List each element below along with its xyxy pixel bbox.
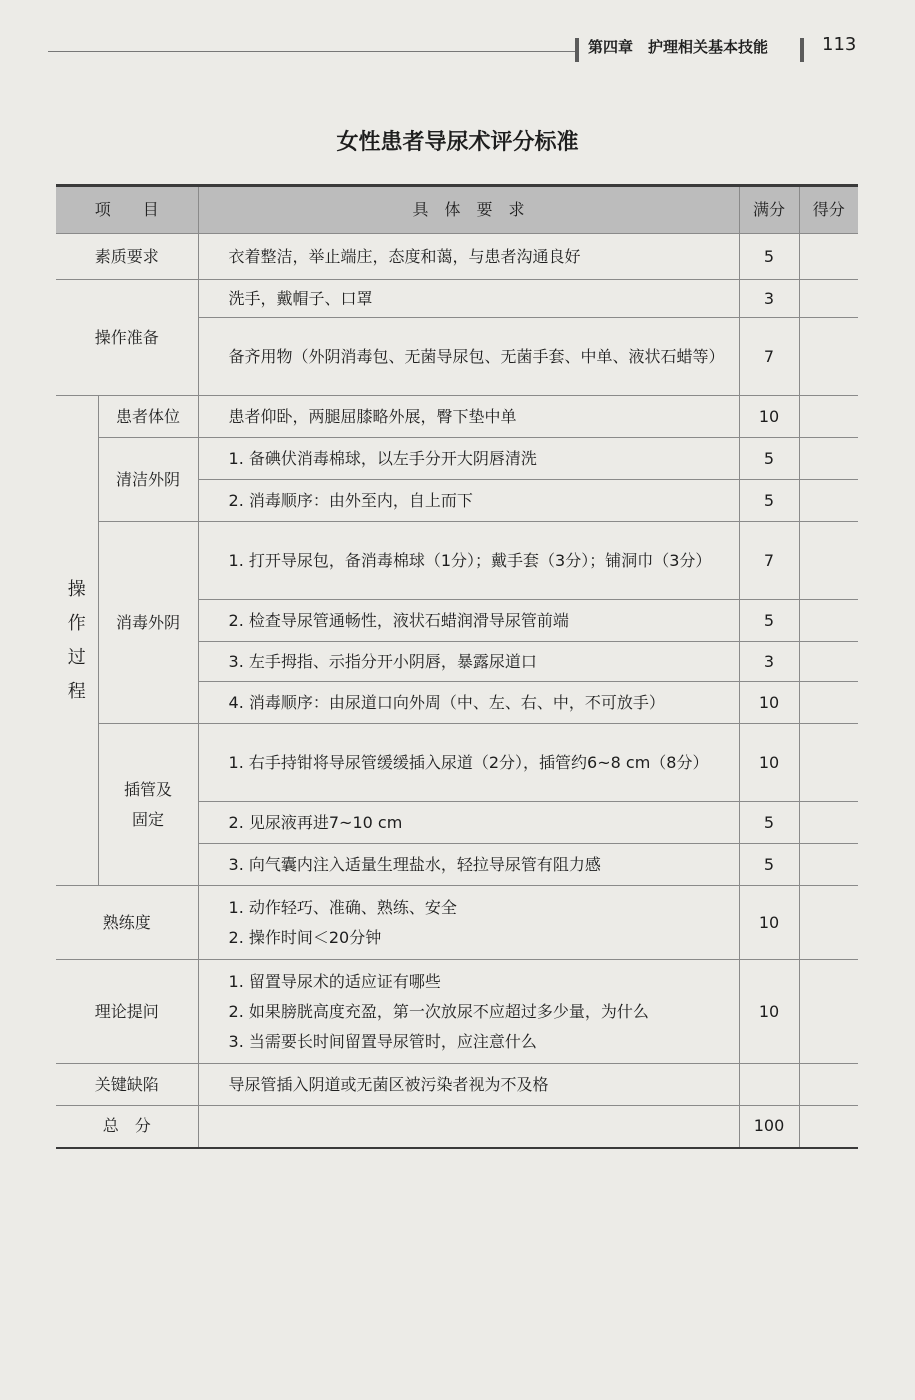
requirement-cell: 1. 打开导尿包，备消毒棉球（1分）；戴手套（3分）；铺洞巾（3分） — [198, 522, 739, 600]
subitem-cell: 消毒外阴 — [98, 522, 198, 724]
requirement-cell: 导尿管插入阴道或无菌区被污染者视为不及格 — [198, 1064, 739, 1106]
requirement-cell: 2. 消毒顺序：由外至内，自上而下 — [198, 480, 739, 522]
requirement-cell — [198, 886, 739, 960]
score-cell[interactable] — [799, 844, 858, 886]
requirement-cell: 2. 检查导尿管通畅性，液状石蜡润滑导尿管前端 — [198, 600, 739, 642]
chapter-header: 第四章 护理相关基本技能 — [588, 38, 769, 56]
full-score-cell: 10 — [739, 682, 799, 724]
requirement-cell: 衣着整洁，举止端庄，态度和蔼，与患者沟通良好 — [198, 234, 739, 280]
score-cell[interactable] — [799, 396, 858, 438]
score-cell[interactable] — [799, 960, 858, 1064]
requirement-line: 3. 当需要长时间留置导尿管时，应注意什么 — [228, 1031, 537, 1051]
table-row — [56, 886, 858, 960]
requirement-cell: 备齐用物（外阴消毒包、无菌导尿包、无菌手套、中单、液状石蜡等） — [198, 318, 739, 396]
subitem-cell: 患者体位 — [98, 396, 198, 438]
page-number: 113 — [822, 34, 857, 55]
subitem-cell-insertion — [98, 724, 198, 886]
requirement-cell: 洗手，戴帽子、口罩 — [198, 280, 739, 318]
vertical-char: 作 — [67, 612, 86, 634]
vertical-char: 过 — [67, 646, 86, 668]
score-cell[interactable] — [799, 1106, 858, 1148]
item-cell: 素质要求 — [56, 234, 198, 280]
full-score-cell — [739, 1064, 799, 1106]
subitem-cell: 清洁外阴 — [98, 438, 198, 522]
score-cell[interactable] — [799, 480, 858, 522]
requirement-cell: 1. 备碘伏消毒棉球，以左手分开大阴唇清洗 — [198, 438, 739, 480]
full-score-cell: 7 — [739, 522, 799, 600]
header-requirement: 具 体 要 求 — [198, 186, 739, 234]
score-cell[interactable] — [799, 438, 858, 480]
table-row — [56, 396, 858, 438]
table-row — [56, 280, 858, 318]
header-divider-bar — [800, 38, 804, 62]
full-score-cell: 5 — [739, 438, 799, 480]
score-cell[interactable] — [799, 682, 858, 724]
item-label-vertical — [68, 579, 86, 702]
requirement-cell: 4. 消毒顺序：由尿道口向外周（中、左、右、中，不可放手） — [198, 682, 739, 724]
full-score-cell: 3 — [739, 280, 799, 318]
table-row-total — [56, 1106, 858, 1148]
table-row — [56, 1064, 858, 1106]
item-cell: 熟练度 — [56, 886, 198, 960]
full-score-cell: 10 — [739, 960, 799, 1064]
header-score: 得分 — [799, 186, 858, 234]
subitem-label-line1: 插管及 — [124, 779, 173, 799]
requirement-line: 1. 动作轻巧、准确、熟练、安全 — [228, 897, 457, 917]
requirement-line: 2. 如果膀胱高度充盈，第一次放尿不应超过多少量，为什么 — [228, 1001, 649, 1021]
item-cell-operation-process — [56, 396, 98, 886]
item-cell: 关键缺陷 — [56, 1064, 198, 1106]
score-cell[interactable] — [799, 522, 858, 600]
document-title: 女性患者导尿术评分标准 — [336, 130, 579, 155]
item-cell: 总 分 — [56, 1106, 198, 1148]
full-score-cell: 5 — [739, 802, 799, 844]
full-score-cell: 5 — [739, 480, 799, 522]
requirement-line: 2. 操作时间＜20分钟 — [228, 927, 382, 947]
item-cell: 操作准备 — [56, 280, 198, 396]
table-row — [56, 522, 858, 600]
table-row — [56, 724, 858, 802]
vertical-char: 程 — [67, 680, 86, 702]
score-cell[interactable] — [799, 886, 858, 960]
score-cell[interactable] — [799, 724, 858, 802]
score-cell[interactable] — [799, 318, 858, 396]
requirement-cell: 1. 右手持钳将导尿管缓缓插入尿道（2分），插管约6~8 cm（8分） — [198, 724, 739, 802]
table-row — [56, 960, 858, 1064]
score-cell[interactable] — [799, 600, 858, 642]
subitem-label-line2: 固定 — [132, 809, 165, 829]
scoring-table — [56, 184, 858, 1149]
score-cell[interactable] — [799, 280, 858, 318]
requirement-cell: 3. 向气囊内注入适量生理盐水，轻拉导尿管有阻力感 — [198, 844, 739, 886]
full-score-cell: 5 — [739, 600, 799, 642]
vertical-char: 操 — [67, 578, 86, 600]
full-score-cell: 3 — [739, 642, 799, 682]
table-row — [56, 438, 858, 480]
header-full-score: 满分 — [739, 186, 799, 234]
header-item: 项 目 — [56, 186, 198, 234]
full-score-cell: 5 — [739, 844, 799, 886]
full-score-cell: 10 — [739, 396, 799, 438]
item-cell: 理论提问 — [56, 960, 198, 1064]
full-score-cell: 10 — [739, 724, 799, 802]
requirement-cell — [198, 1106, 739, 1148]
full-score-cell: 100 — [739, 1106, 799, 1148]
full-score-cell: 7 — [739, 318, 799, 396]
header-divider-bar — [575, 38, 579, 62]
score-cell[interactable] — [799, 1064, 858, 1106]
table-row — [56, 234, 858, 280]
requirement-line: 1. 留置导尿术的适应证有哪些 — [228, 971, 441, 991]
table-header-row — [56, 186, 858, 234]
requirement-cell: 3. 左手拇指、示指分开小阴唇，暴露尿道口 — [198, 642, 739, 682]
full-score-cell: 5 — [739, 234, 799, 280]
score-cell[interactable] — [799, 802, 858, 844]
header-rule — [48, 51, 575, 52]
score-cell[interactable] — [799, 234, 858, 280]
score-cell[interactable] — [799, 642, 858, 682]
requirement-cell: 患者仰卧，两腿屈膝略外展，臀下垫中单 — [198, 396, 739, 438]
requirement-cell: 2. 见尿液再进7~10 cm — [198, 802, 739, 844]
requirement-cell — [198, 960, 739, 1064]
full-score-cell: 10 — [739, 886, 799, 960]
